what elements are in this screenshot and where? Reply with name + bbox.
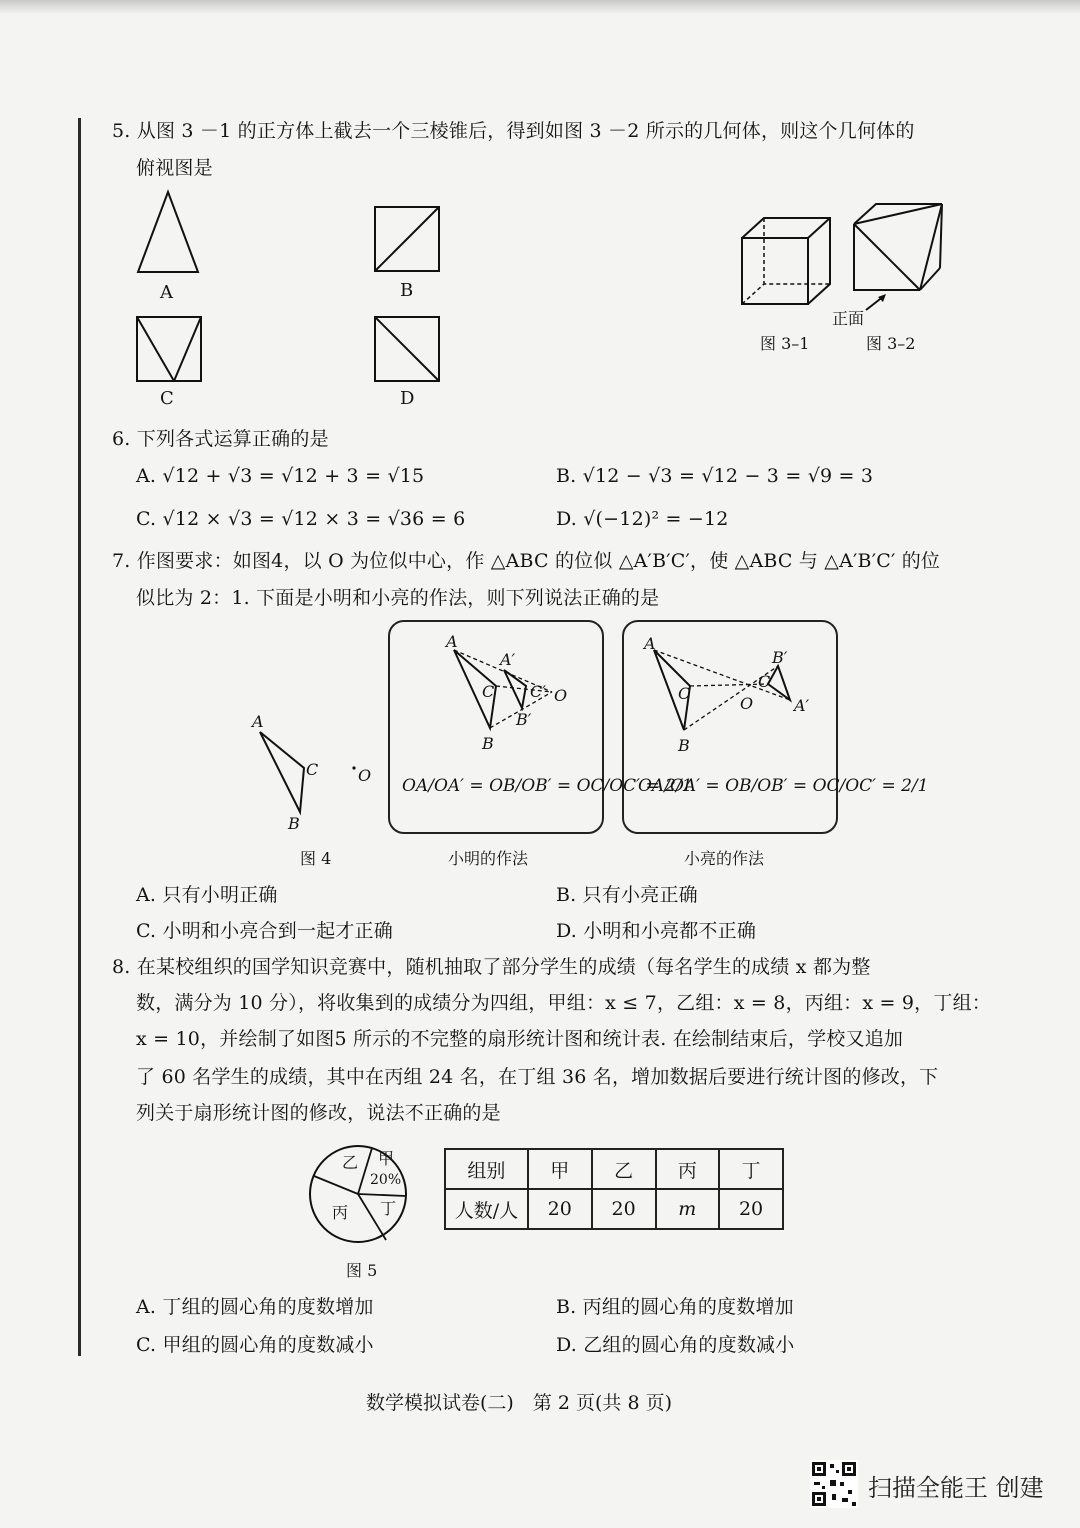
page-footer: 数学模拟试卷(二) 第 2 页(共 8 页) [366,1392,672,1414]
page-top-shadow [0,0,1080,14]
pie-label-ding: 丁 [380,1199,397,1218]
xiaoliang-caption: 小亮的作法 [684,849,765,868]
q6-option-b: B. √12 − √3 = √12 − 3 = √9 = 3 [556,465,874,487]
q5-stem-line2: 俯视图是 [136,157,213,179]
xiaoming-label-c2: C′ [530,682,546,701]
front-arrow [864,292,890,312]
xiaoliang-label-c2: C′ [758,672,774,691]
xiaoliang-label-a2: A′ [794,696,810,715]
table-header-cell: 乙 [592,1149,656,1189]
fig4-label-c: C [306,760,319,779]
q7-option-b: B. 只有小亮正确 [556,884,698,906]
table-cell: 20 [528,1189,592,1229]
stats-table-data-row [445,1189,783,1229]
q5-option-c-label: C [160,388,174,409]
q5-option-c-square [136,316,202,382]
xiaoliang-ratio: OA/OA′ = OB/OB′ = OC/OC′ = 2/1 [638,776,929,796]
q5-option-d-label: D [400,388,415,409]
xiaoming-ratio: OA/OA′ = OB/OB′ = OC/OC′ = 2/1 [402,776,693,796]
q5-option-a-triangle [136,190,200,274]
fig4-caption: 图 4 [300,849,332,868]
xiaoliang-label-o: O [740,694,754,713]
table-cell: m [656,1189,720,1229]
q7-option-d: D. 小明和小亮都不正确 [556,920,757,942]
fig4-label-o: O [358,766,372,785]
qr-code-icon [810,1460,858,1508]
q5-option-a-label: A [160,282,173,303]
xiaoming-label-b2: B′ [516,710,532,729]
q5-option-b-label: B [400,280,414,301]
q5-option-d-square [374,316,440,382]
table-header-cell: 丁 [719,1149,783,1189]
pie-label-yi: 乙 [342,1153,359,1172]
xiaoliang-label-b2: B′ [772,648,788,667]
table-cell: 20 [592,1189,656,1229]
fig-3-2-caption: 图 3–2 [866,334,916,353]
margin-line [78,118,81,1356]
q8-stem-line4: 了 60 名学生的成绩，其中在丙组 24 名，在丁组 36 名，增加数据后要进行统计图的修改，下 [136,1066,939,1088]
watermark-text: 扫描全能王 创建 [868,1474,1044,1502]
front-label: 正面 [832,309,865,328]
xiaoliang-label-b: B [678,736,690,755]
xiaoming-label-a: A [446,632,458,651]
q5-figure-3-2-solid [852,202,946,294]
q8-option-c: C. 甲组的圆心角的度数减小 [136,1334,374,1356]
q5-figure-3-1-cube [740,216,832,308]
q7-stem-line1: 7. 作图要求：如图4，以 O 为位似中心，作 △ABC 的位似 △A′B′C′，使 △ABC 与 △A′B′C′ 的位 [112,550,941,572]
xiaoming-label-a2: A′ [500,650,516,669]
q6-option-a: A. √12 + √3 = √12 + 3 = √15 [136,465,425,487]
pie-label-jia: 甲 [378,1149,395,1168]
fig5-caption: 图 5 [346,1261,378,1280]
xiaoming-label-b: B [482,734,494,753]
q8-stem-line2: 数，满分为 10 分），将收集到的成绩分为四组，甲组：x ≤ 7，乙组：x = 8，丙组：x = 9，丁组： [136,992,991,1014]
table-header-cell: 丙 [656,1149,720,1189]
stats-table [444,1148,784,1230]
q8-stem-line5: 列关于扇形统计图的修改，说法不正确的是 [136,1102,501,1124]
pie-label-jia-percent: 20% [370,1172,402,1188]
q5-option-b-square [374,206,440,272]
q8-stem-line3: x = 10，并绘制了如图5 所示的不完整的扇形统计图和统计表. 在绘制结束后，学校又追加 [136,1028,904,1050]
table-cell: 20 [719,1189,783,1229]
q7-option-a: A. 只有小明正确 [136,884,278,906]
xiaoliang-label-a: A [644,634,656,653]
table-header-cell: 组别 [445,1149,528,1189]
stats-table-header-row [445,1149,783,1189]
xiaoming-caption: 小明的作法 [448,849,529,868]
q6-stem: 6. 下列各式运算正确的是 [112,428,329,450]
q7-stem-line2: 似比为 2：1. 下面是小明和小亮的作法，则下列说法正确的是 [136,587,660,609]
xiaoliang-label-c: C [678,684,691,703]
q8-stem-line1: 8. 在某校组织的国学知识竞赛中，随机抽取了部分学生的成绩（每名学生的成绩 x 都为整 [112,956,871,978]
fig4-label-b: B [288,814,300,833]
q6-option-d: D. √(−12)² = −12 [556,508,729,530]
xiaoming-label-o: O [554,686,568,705]
q7-option-c: C. 小明和小亮合到一起才正确 [136,920,393,942]
table-cell: 人数/人 [445,1189,528,1229]
q8-option-a: A. 丁组的圆心角的度数增加 [136,1296,374,1318]
fig4-label-a: A [252,712,264,731]
table-header-cell: 甲 [528,1149,592,1189]
q8-option-b: B. 丙组的圆心角的度数增加 [556,1296,794,1318]
pie-label-bing: 丙 [332,1203,349,1222]
fig-3-1-caption: 图 3–1 [760,334,810,353]
q6-option-c: C. √12 × √3 = √12 × 3 = √36 = 6 [136,508,466,530]
q8-option-d: D. 乙组的圆心角的度数减小 [556,1334,795,1356]
xiaoming-label-c: C [482,682,495,701]
q5-stem-line1: 5. 从图 3 －1 的正方体上截去一个三棱锥后，得到如图 3 －2 所示的几何体，则这个几何体的 [112,120,915,142]
